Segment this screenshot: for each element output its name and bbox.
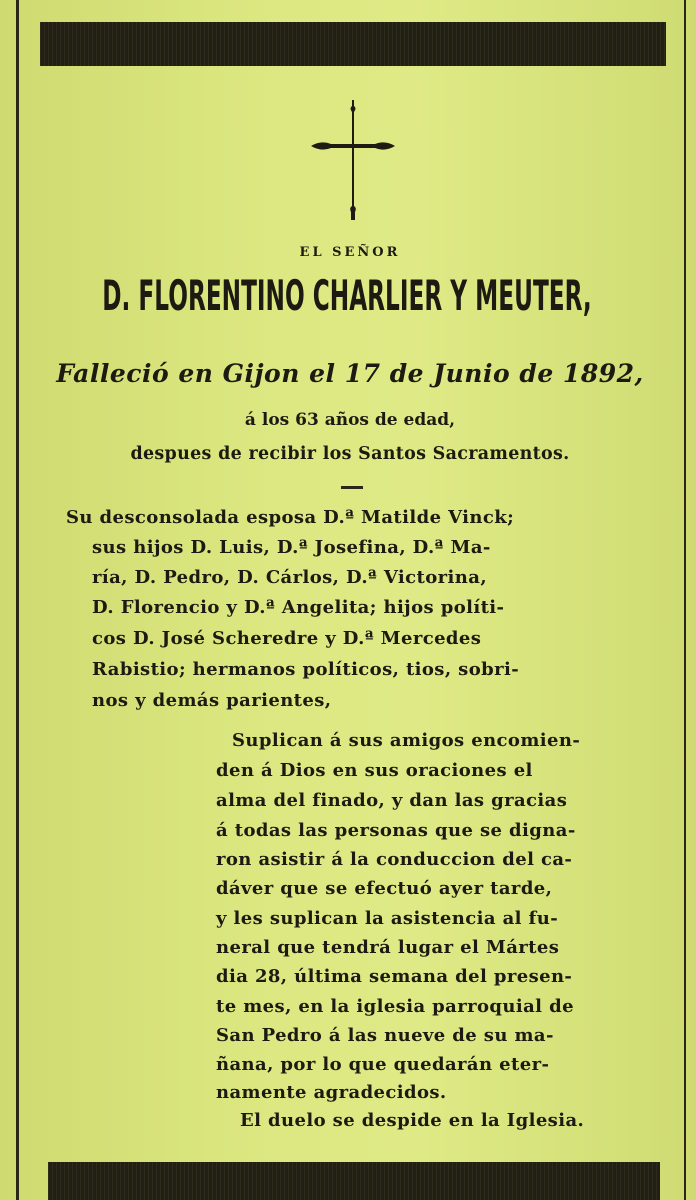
- family-line: sus hijos D. Luis, D.ª Josefina, D.ª Ma-: [92, 537, 491, 558]
- heading-el-senor: EL SEÑOR: [299, 245, 401, 260]
- age-line: á los 63 años de edad,: [244, 410, 456, 430]
- family-line: nos y demás parientes,: [92, 690, 332, 711]
- request-line: San Pedro á las nueve de su ma-: [216, 1025, 554, 1046]
- family-line: Rabistio; hermanos políticos, tios, sobri-: [92, 659, 520, 680]
- death-date-line: Falleció en Gijon el 17 de Junio de 1892,: [56, 359, 644, 388]
- section-divider: [341, 486, 363, 489]
- sacraments-line: despues de recibir los Santos Sacramentos.: [130, 444, 570, 464]
- request-line: alma del finado, y dan las gracias: [216, 790, 568, 811]
- family-line: D. Florencio y D.ª Angelita; hijos políti-: [92, 597, 505, 618]
- left-border: [16, 0, 19, 1200]
- closing-line: El duelo se despide en la Iglesia.: [240, 1110, 585, 1131]
- request-line: dia 28, última semana del presen-: [216, 966, 573, 987]
- family-line: cos D. José Scheredre y D.ª Mercedes: [92, 628, 482, 649]
- request-line: dáver que se efectuó ayer tarde,: [216, 878, 553, 899]
- request-line: y les suplican la asistencia al fu-: [216, 908, 559, 929]
- cross-icon: [305, 96, 401, 226]
- request-line: neral que tendrá lugar el Mártes: [216, 937, 560, 958]
- request-line: namente agradecidos.: [216, 1082, 447, 1103]
- family-line: Su desconsolada esposa D.ª Matilde Vinck;: [66, 507, 515, 528]
- request-line: Suplican á sus amigos encomien-: [232, 730, 581, 751]
- family-line: ría, D. Pedro, D. Cárlos, D.ª Victorina,: [92, 567, 487, 588]
- request-line: te mes, en la iglesia parroquial de: [216, 996, 574, 1017]
- request-line: á todas las personas que se digna-: [216, 820, 576, 841]
- request-line: den á Dios en sus oraciones el: [216, 760, 533, 781]
- top-mourning-band: [40, 22, 666, 66]
- deceased-name: D. FLORENTINO CHARLIER Y MEUTER,: [102, 272, 592, 320]
- bottom-mourning-band: [48, 1162, 660, 1200]
- request-line: ñana, por lo que quedarán eter-: [216, 1054, 550, 1075]
- request-line: ron asistir á la conduccion del ca-: [216, 849, 573, 870]
- right-border: [684, 0, 686, 1200]
